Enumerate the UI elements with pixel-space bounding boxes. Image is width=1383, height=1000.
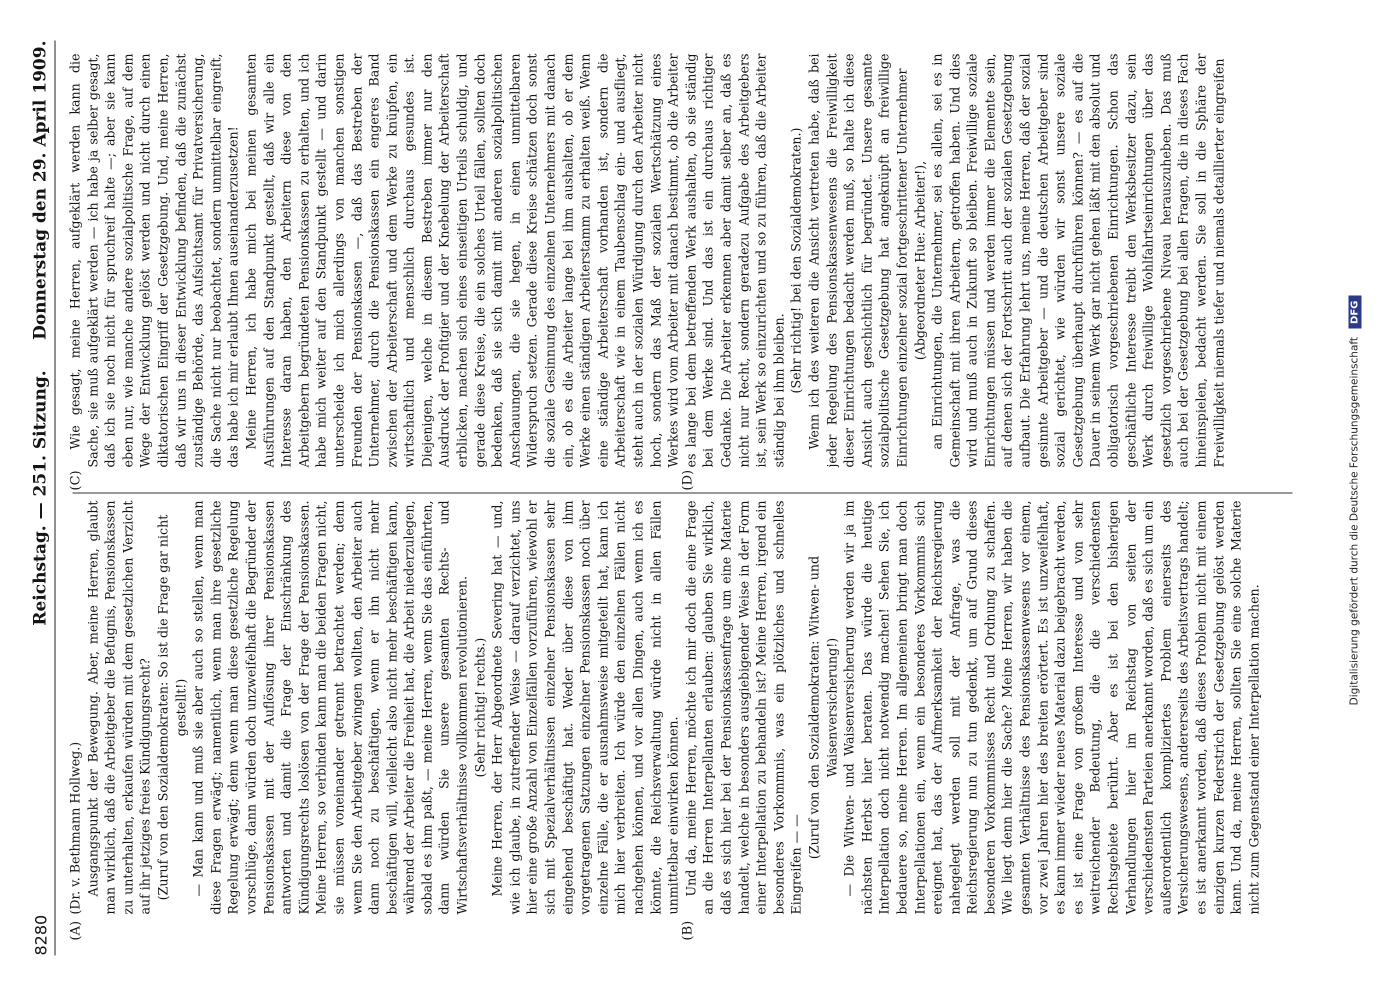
session-date: Donnerstag den 29. April 1909. — [30, 40, 50, 340]
paragraph: Wie gesagt, meine Herren, aufgeklärt werden kann die Sache, sie muß aufgeklärt werden — ich habe ja selber gesagt, daß ich sie noch nicht für spruchreif halte —; aber sie kann eben nur, wie manche andere sozialpolitische Frage, auf dem Wege der Entwicklung gelöst werden und nicht durch einen diktatorischen Eingriff der Gesetzgebung. Und, meine Herren, daß wir uns in dieser Entwicklung befinden, daß die zunächst zuständige Behörde, das Aufsichtsamt für Privatversicherung, die Sache nicht nur beobachtet, sondern unmittelbar eingreift, das habe ich mir erlaubt Ihnen auseinanderzusetzen! — [67, 53, 241, 467]
digitization-credit — [1348, 0, 1361, 1000]
paragraph: — Die Witwen- und Waisenversicherung werden wir ja im nächsten Herbst hier beraten. Das würde die heutige Interpellation doch nicht notwendig machen! Sehen Sie, ich bedauere so, meine Herren. Im allgemeinen bringt man doch Interpellationen ein, wenn ein besonderes Vorkommnis sich ereignet hat, das der Aufmerksamkeit der Reichsregierung nahegelegt werden soll mit der Anfrage, was die Reichsregierung nun zu tun gedenkt, um auf Grund dieses besonderen Vorkommnisses Recht und Ordnung zu schaffen. Wie liegt denn hier die Sache? Meine Herren, wir haben die gesamten Verhältnisse des Pensionskassenwesens vor einem, vor zwei Jahren hier des breiten erörtert. Es ist unzweifelhaft, es kann immer wieder neues Material dazu beigebracht werden, es ist eine Frage von großem Interesse und von sehr weitreichender Bedeutung, die die verschiedensten Rechtsgebiete berührt. Aber es ist bei den bisherigen Verhandlungen hier im Reichstag von seiten der verschiedensten Parteien anerkannt worden, daß es sich um ein außerordentlich kompliziertes Problem einerseits des Versicherungswesens, andererseits des Arbeitsvertrags handelt; es ist anerkannt worden, daß dieses Problem nicht mit einem einzigen kurzen Federstrich der Gesetzgebung gelöst werden kann. Und da, meine Herren, sollten Sie eine solche Materie nicht zum Gegenstand einer Interpellation machen. — [841, 500, 1261, 914]
dfg-logo: DFG — [1348, 295, 1361, 328]
paragraph: Ausgangspunkt der Bewegung. Aber, meine Herren, glaubt man wirklich, daß die Arbeitgeber die Befugnis, Pensionskassen zu unterhalten, erkaufen würden mit dem gesetzlichen Verzicht auf ihr jetziges freies Kündigungsrecht? — [84, 500, 153, 914]
paragraph: an Einrichtungen, die Unternehmer, sei es allein, sei es in Gemeinschaft mit ihren Arbeitern, getroffen haben. Und dies wird und muß auch in Zukunft so bleiben. Freiwillige soziale Einrichtungen müssen und werden immer die Elemente sein, auf denen sich der Fortschritt auch der sozialen Gesetzgebung aufbaut. Die Erfahrung lehrt uns, meine Herren, daß der sozial gesinnte Arbeitgeber — und die deutschen Arbeitgeber sind sozial gerichtet, wie würden wir sonst unsere soziale Gesetzgebung überhaupt durchführen können? — es auf die Dauer in seinem Werk gar nicht gehen läßt mit den absolut und obligatorisch vorgeschriebenen Einrichtungen. Schon das geschäftliche Interesse treibt den Werksbesitzer dazu, sein Werk durch freiwillige Wohlfahrtseinrichtungen über das gesetzlich vorgeschriebene Niveau herauszuheben. Das muß auch bei der Gesetzgebung bei allen Fragen, die in dieses Fach hineinspielen, bedacht werden. Sie soll in die Sphäre der Freiwilligkeit niemals tiefer und niemals detaillierter eingreifen — [929, 53, 1226, 467]
paragraph: Meine Herren, der Herr Abgeordnete Severing hat — und, wie ich glaube, in zutreffender Weise — darauf verzichtet, uns hier eine große Anzahl von Einzelfällen vorzuführen, wiewohl er sich mit Spezialverhältnissen einzelner Pensionskassen sehr eingehend beschäftigt hat. Weder über diese von ihm vorgetragenen Satzungen einzelner Pensionskassen noch über einzelne Fälle, die er ausnahmsweise mitgeteilt hat, kann ich mich hier verbreiten. Ich würde den einzelnen Fällen nicht nachgehen können, und vor allen Dingen, auch wenn ich es könnte, die Reichsverwaltung würde nicht in allen Fällen unmittelbar einwirken können. — [489, 500, 681, 914]
interjection: (Abgeordneter Hue: Arbeiter!), — [911, 160, 927, 360]
interjection: (Sehr richtig! bei den Sozialdemokraten.) — [788, 127, 804, 393]
interjection: (Zuruf von den Sozialdemokraten: Witwen- und Waisenversicherung!) — [805, 555, 839, 859]
paragraph: Wenn ich des weiteren die Ansicht vertreten habe, daß bei jeder Regelung des Pensionskassenwesens die Freiwilligkeit dieser Einrichtungen bedacht werden muß, so halte ich diese Ansicht auch geschichtlich für begründet. Unsere gesamte sozialpolitische Gesetzgebung hat angeknüpft an freiwillige Einrichtungen einzelner sozial fortgeschrittener Unternehmer — [805, 53, 909, 467]
text-column-right — [66, 53, 1294, 467]
column-divider — [72, 492, 1292, 493]
margin-marker-d: (D) — [680, 469, 695, 490]
page-header — [20, 40, 55, 955]
paragraph: Meine Herren, ich habe mich bei meinen gesamten Ausführungen auf den Standpunkt gestellt, daß wir alle ein Interesse daran haben, den Arbeitern diese von den Arbeitgebern begründeten Pensionskassen zu erhalten, und ich habe mich weiter auf den Standpunkt gestellt — und darin unterscheide ich mich allerdings von manchen sonstigen Freunden der Pensionskassen —, daß das Bestreben der Unternehmer, durch die Pensionskassen ein engeres Band zwischen der Arbeiterschaft und dem Werke zu knüpfen, ein wirtschaftlich und menschlich durchaus gesundes ist. Diejenigen, welche in diesem Bestreben immer nur den Ausdruck der Profitgier und der Knebelung der Arbeiterschaft erblicken, machen sich eines einseitigen Urteils schuldig, und gerade diese Kreise, die ein solches Urteil fällen, sollten doch bedenken, daß sie sich damit mit anderen sozialpolitischen Anschauungen, die sie hegen, in einen unmittelbaren Widerspruch setzen. Gerade diese Kreise schätzen doch sonst die soziale Gesinnung des einzelnen Unternehmers mit danach ein, ob es die Arbeiter lange bei ihm aushalten, ob er dem Werke einen ständigen Arbeiterstamm zu erhalten weiß. Wenn eine ständige Arbeiterschaft vorhanden ist, sondern die Arbeiterschaft wie in einem Taubenschlag ein- und ausfliegt, steht auch in der sozialen Würdigung durch den Arbeiter nicht hoch, sondern das Maß der sozialen Wertschätzung eines Werkes wird vom Arbeiter mit danach bestimmt, ob die Arbeiter es lange bei dem betreffenden Werk aushalten, ob sie ständig bei dem Werke sind. Und das ist ein durchaus richtiger Gedanke. Die Arbeiter erkennen aber damit selber an, daß es nicht nur Recht, sondern geradezu Aufgabe des Arbeitgebers ist, sein Werk so einzurichten und so zu führen, daß die Arbeiter ständig bei ihm bleiben. — [242, 53, 786, 467]
margin-marker-c: (C) — [68, 469, 83, 490]
margin-marker-b: (B) — [680, 920, 695, 940]
page-number: 8280 — [31, 914, 50, 955]
interjection: (Sehr richtig! rechts.) — [471, 637, 487, 777]
paragraph: — Man kann und muß sie aber auch so stellen, wenn man diese Fragen erwägt; namentlich, wenn man ihre gesetzliche Regelung erwägt; denn wenn man diese gesetzliche Regelung vorschlüge, dann würden doch unzweifelhaft die Begründer der Pensionskassen mit der Auflösung ihrer Pensionskassen antworten und damit die Frage der Einschränkung des Kündigungsrechts loslösen von der Frage der Pensionskassen. Meine Herren, so verbinden kann man die beiden Fragen nicht, sie müssen voneinander getrennt betrachtet werden; denn wenn Sie den Arbeitgeber zwingen wollten, den Arbeiter auch dann noch zu beschäftigen, wenn er ihn nicht mehr beschäftigen will, vielleicht also nicht mehr beschäftigen kann, während der Arbeiter die Freiheit hat, die Arbeit niederzulegen, sobald es ihm paßt, — meine Herren, wenn Sie das einführten, dann würden Sie unsere gesamten Rechts- und Wirtschaftsverhältnisse vollkommen revolutionieren. — [190, 500, 470, 914]
credit-text: Digitalisierung gefördert durch die Deutsche Forschungsgemeinschaft — [1348, 336, 1360, 705]
paragraph: Und da, meine Herren, möchte ich mir doch die eine Frage an die Herren Interpellanten erlauben: glauben Sie wirklich, daß es sich hier bei der Pensionskassenfrage um eine Materie handelt, welche in besonders ausgiebigender Weise in der Form einer Interpellation zu behandeln ist? Meine Herren, irgend ein besonderes Vorkommnis, was ein plötzliches und schnelles Eingreifen — — — [682, 500, 804, 914]
interjection: (Zuruf von den Sozialdemokraten: So ist die Frage gar nicht gestellt!) — [154, 514, 188, 900]
margin-marker-a: (A) — [68, 920, 83, 940]
running-title: Reichstag. — 251. Sitzung. — [30, 369, 50, 626]
speaker-line: (Dr. v. Bethmann Hollweg.) — [67, 741, 82, 914]
text-column-left — [66, 500, 1294, 914]
